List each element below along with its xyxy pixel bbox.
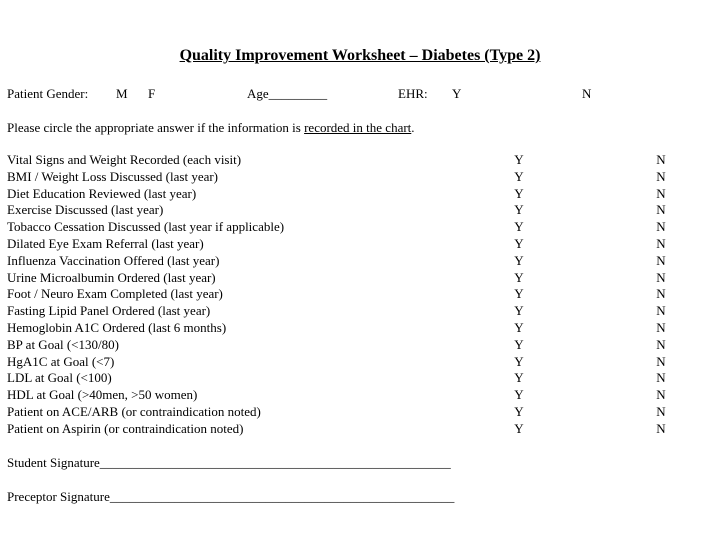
checklist-item-label: Patient on ACE/ARB (or contraindication noted) [7,403,261,419]
answer-no[interactable]: N [656,252,666,268]
checklist-row [7,387,707,404]
checklist-row [7,354,707,371]
checklist-row [7,337,707,354]
answer-yes[interactable]: Y [514,286,524,302]
answer-no[interactable]: N [656,152,666,167]
ehr-option-n[interactable]: N [582,86,592,101]
answer-no[interactable]: N [656,303,666,319]
answer-no[interactable]: N [656,202,666,218]
answer-no[interactable]: N [656,319,666,335]
checklist-row [7,303,707,320]
answer-no[interactable]: N [656,235,666,251]
checklist-item-label: Patient on Aspirin (or contraindication noted) [7,420,244,436]
checklist-item-label: Fasting Lipid Panel Ordered (last year) [7,303,211,319]
ehr-option-y[interactable]: Y [452,86,462,101]
answer-no[interactable]: N [656,168,666,184]
checklist-row [7,253,707,270]
answer-yes[interactable]: Y [514,185,524,201]
checklist-item-label: Influenza Vaccination Offered (last year) [7,252,220,268]
checklist-row [7,186,707,203]
instruction-prefix: Please circle the appropriate answer if the information is [7,120,305,135]
answer-no[interactable]: N [656,336,666,352]
answer-yes[interactable]: Y [514,387,524,403]
answer-yes[interactable]: Y [514,202,524,218]
checklist-item-label: Urine Microalbumin Ordered (last year) [7,269,216,285]
checklist-item-label: BMI / Weight Loss Discussed (last year) [7,168,219,184]
ehr-label: EHR: [398,86,428,101]
checklist-item-label: HDL at Goal (>40men, >50 women) [7,387,198,403]
student-signature-line[interactable]: Student Signature______________________________________________________ [7,455,451,470]
answer-no[interactable]: N [656,403,666,419]
age-field[interactable]: Age_________ [247,86,328,101]
answer-no[interactable]: N [656,185,666,201]
answer-yes[interactable]: Y [514,219,524,235]
gender-label: Patient Gender: [7,86,89,101]
page-title: Quality Improvement Worksheet – Diabetes (Type 2) [179,47,541,64]
answer-no[interactable]: N [656,219,666,235]
instruction-suffix: . [411,120,415,135]
checklist-row [7,219,707,236]
instruction-underlined: recorded in the chart [304,120,412,135]
answer-no[interactable]: N [656,353,666,369]
answer-yes[interactable]: Y [514,269,524,285]
answer-yes[interactable]: Y [514,403,524,419]
gender-option-m[interactable]: M [116,86,128,101]
checklist-item-label: Tobacco Cessation Discussed (last year if applicable) [7,219,285,235]
answer-no[interactable]: N [656,286,666,302]
answer-no[interactable]: N [656,387,666,403]
checklist [7,152,707,438]
checklist-row [7,202,707,219]
checklist-row [7,270,707,287]
answer-no[interactable]: N [656,420,666,436]
checklist-row [7,169,707,186]
gender-option-f[interactable]: F [148,86,156,101]
checklist-item-label: Hemoglobin A1C Ordered (last 6 months) [7,319,227,335]
checklist-item-label: Foot / Neuro Exam Completed (last year) [7,286,223,302]
answer-yes[interactable]: Y [514,370,524,386]
checklist-item-label: BP at Goal (<130/80) [7,336,119,352]
answer-yes[interactable]: Y [514,252,524,268]
answer-yes[interactable]: Y [514,420,524,436]
answer-yes[interactable]: Y [514,168,524,184]
checklist-row [7,320,707,337]
answer-yes[interactable]: Y [514,336,524,352]
checklist-item-label: Exercise Discussed (last year) [7,202,164,218]
answer-yes[interactable]: Y [514,152,524,167]
answer-yes[interactable]: Y [514,235,524,251]
checklist-item-label: Vital Signs and Weight Recorded (each visit) [7,152,242,167]
checklist-item-label: HgA1C at Goal (<7) [7,353,115,369]
checklist-row [7,404,707,421]
checklist-item-label: Diet Education Reviewed (last year) [7,185,197,201]
answer-yes[interactable]: Y [514,303,524,319]
answer-yes[interactable]: Y [514,319,524,335]
checklist-row [7,286,707,303]
checklist-row [7,236,707,253]
answer-yes[interactable]: Y [514,353,524,369]
checklist-row [7,421,707,438]
checklist-item-label: Dilated Eye Exam Referral (last year) [7,235,204,251]
answer-no[interactable]: N [656,370,666,386]
preceptor-signature-line[interactable]: Preceptor Signature_____________________________________________________ [7,489,455,504]
checklist-row [7,152,707,169]
answer-no[interactable]: N [656,269,666,285]
checklist-item-label: LDL at Goal (<100) [7,370,112,386]
checklist-row [7,370,707,387]
instruction-text [7,120,415,135]
